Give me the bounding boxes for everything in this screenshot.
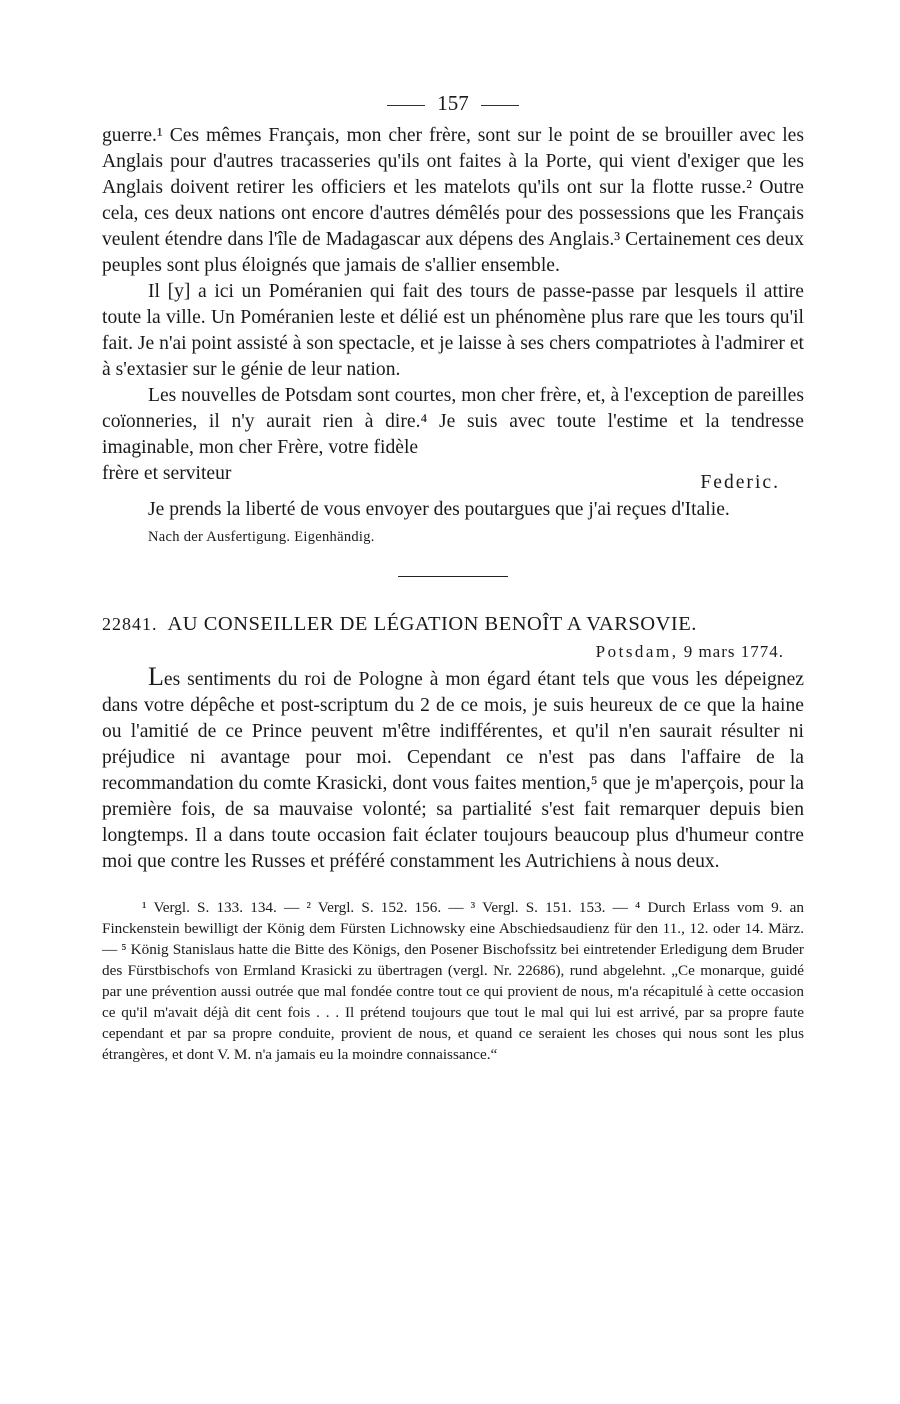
letter-heading: [102, 613, 804, 636]
page-header: [102, 88, 804, 118]
document-page: [102, 88, 804, 1065]
paragraph-2: Il [y] a ici un Poméranien qui fait des tours de passe-passe par lesquels il attire toute la ville. Un Poméranien leste et délié est un phénomène plus rare que les tours qu'il fait. Je n'ai point assisté à son spectacle, et je laisse à ses chers compatriotes à l'admirer et à s'extasier sur le génie de leur nation.: [102, 281, 804, 380]
section-divider: [398, 576, 508, 577]
letter-number: 22841.: [102, 614, 158, 634]
initial-letter: L: [148, 662, 164, 691]
source-note: Nach der Ausfertigung. Eigenhändig.: [148, 529, 375, 545]
previous-letter-text: [102, 123, 804, 523]
signature: Federic.: [700, 472, 780, 493]
letter-paragraph: [102, 664, 804, 875]
page-number: 157: [437, 91, 469, 115]
letter-body: [102, 664, 804, 875]
postscript: Je prends la liberté de vous envoyer des poutargues que j'ai reçues d'Italie.: [148, 499, 730, 520]
closing-block: [102, 461, 804, 493]
paragraph-1: guerre.¹ Ces mêmes Français, mon cher frère, sont sur le point de se brouiller avec les Anglais pour d'autres tracasseries qu'ils ont faites à la Porte, qui vient d'exiger que les Anglais doivent retirer les officiers et les matelots qu'ils ont sur la flotte russe.² Outre cela, ces deux nations ont encore d'autres démêlés pour des possessions que les Français veulent étendre dans l'île de Madagascar aux dépens des Anglais.³ Certainement ces deux peuples sont plus éloignés que jamais de s'allier ensemble.: [102, 125, 804, 276]
letter-text: es sentiments du roi de Pologne à mon égard étant tels que vous les dépeignez dans votre dépêche et post-scriptum du 2 de ce mois, je suis heureux de ce que la haine ou l'amitié de ce Prince peuvent m'être indifférentes, et qu'il n'en saurait résulter ni préjudice ni avantage pour moi. Cependant ce n'est pas dans l'affaire de la recommandation du comte Krasicki, dont vous faites mention,⁵ que je m'aperçois, pour la première fois, de sa mauvaise volonté; sa partialité s'est fait remarquer depuis bien longtemps. Il a dans toute occasion fait éclater toujours beaucoup plus d'humeur contre moi que contre les Russes et préféré constamment les Autrichiens à nous deux.: [102, 669, 804, 872]
header-dash-left: [387, 105, 425, 106]
dateline: [102, 642, 784, 662]
letter-title: AU CONSEILLER DE LÉGATION BENOÎT A VARSOVIE.: [167, 613, 697, 635]
footnotes: [102, 897, 804, 1065]
closing-line: frère et serviteur: [102, 463, 232, 484]
dateline-date: 9 mars 1774.: [683, 642, 784, 661]
header-dash-right: [481, 105, 519, 106]
footnote-text: ¹ Vergl. S. 133. 134. — ² Vergl. S. 152. 156. — ³ Vergl. S. 151. 153. — ⁴ Durch Erlass vom 9. an Finckenstein bewilligt der König dem Fürsten Lichnowsky eine Abschiedsaudienz für den 11., 12. oder 14. März. — ⁵ König Stanislaus hatte die Bitte des Königs, den Posener Bischofssitz bei eintretender Erledigung dem Bruder des Fürstbischofs von Ermland Krasicki zu übertragen (vergl. Nr. 22686), rund abgelehnt. „Ce monarque, guidé par une prévention aussi outrée que mal fondée contre tout ce qui provient de nous, m'a récapitulé à cette occasion ce qu'il m'avait déjà dit cent fois . . . Il prétend toujours que tout le mal qui lui est arrivé, par sa propre faute cependant et par sa propre conduite, provient de nous, et quand ce seraient les choses qui nous sont les plus étrangères, et dont V. M. n'a jamais eu la moindre connaissance.“: [102, 899, 804, 1063]
dateline-place: Potsdam,: [595, 642, 679, 661]
paragraph-3: Les nouvelles de Potsdam sont courtes, mon cher frère, et, à l'exception de pareilles coïonneries, il n'y aurait rien à dire.⁴ Je suis avec toute l'estime et la tendresse imaginable, mon cher Frère, votre fidèle: [102, 385, 804, 458]
